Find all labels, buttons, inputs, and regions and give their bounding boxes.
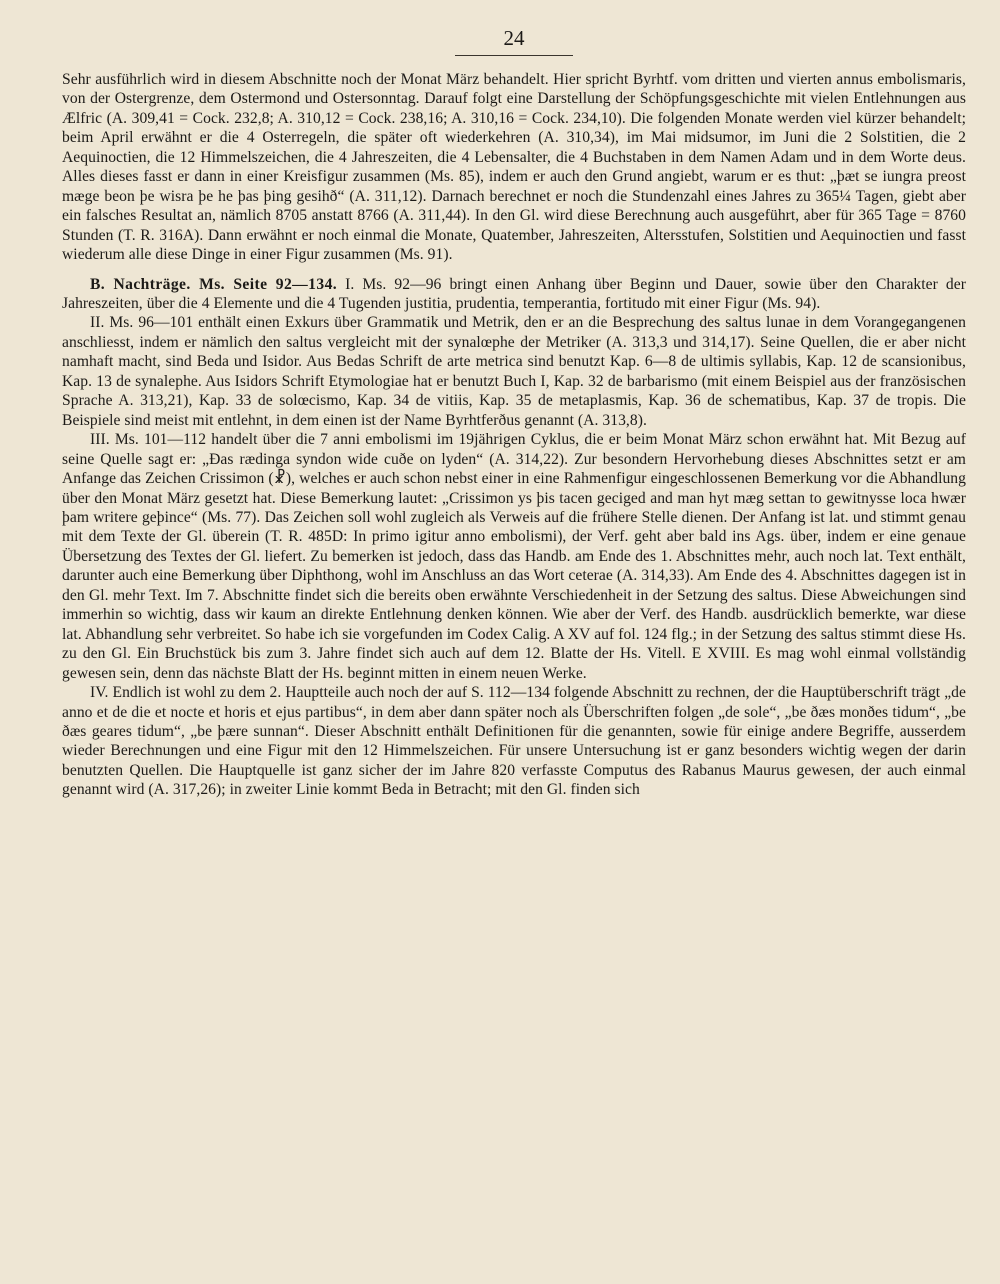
paragraph-nachtraege-i	[62, 275, 966, 314]
section-heading: B. Nachträge. Ms. Seite 92—134.	[90, 275, 338, 293]
paragraph-march: Sehr ausführlich wird in diesem Abschnitte noch der Monat März behandelt. Hier spricht Byrhtf. vom dritten und vierten annus embolismaris, von der Ostergrenze, dem Ostermond und Ostersonntag. Darauf folgt eine Darstellung der Schöpfungsgeschichte mit vielen Entlehnungen aus Ælfric (A. 309,41 = Cock. 232,8; A. 310,12 = Cock. 238,16; A. 310,16 = Cock. 234,10). Die folgenden Monate werden viel kürzer behandelt; beim April erwähnt er die 4 Osterregeln, die später oft wiederkehren (A. 310,34), im Mai midsumor, im Juni die 2 Solstitien, die 2 Aequinoctien, die 12 Himmelszeichen, die 4 Jahreszeiten, die 4 Lebensalter, die 4 Buchstaben in dem Namen Adam und in dem Worte deus. Alles dieses fasst er dann in einer Kreisfigur zusammen (Ms. 85), indem er auch den Grund angiebt, warum er es thut: „þæt se iungra preost mæge beon þe wisra þe he þas þing gesihð“ (A. 311,12). Darnach berechnet er noch die Stundenzahl eines Jahres zu 365¼ Tagen, giebt aber ein falsches Resultat an, nämlich 8705 anstatt 8766 (A. 311,44). In den Gl. wird diese Berechnung auch ausgeführt, aber für 365 Tage = 8760 Stunden (T. R. 316A). Dann erwähnt er noch einmal die Monate, Quatember, Jahreszeiten, Altersstufen, Solstitien und Aequinoctien und fasst wiederum alle diese Dinge in einer Figur zusammen (Ms. 91).	[62, 71, 966, 264]
body-text	[62, 70, 966, 800]
page-number: 24	[503, 26, 525, 50]
paragraph-embolismi: III. Ms. 101—112 handelt über die 7 anni embolismi im 19jährigen Cyklus, die er beim Monat März schon erwähnt hat. Mit Bezug auf seine Quelle sagt er: „Ðas rædinga syndon wide cuðe on lyden“ (A. 314,22). Zur besondern Hervorhebung dieses Abschnittes setzt er am Anfange das Zeichen Crissimon (☧), welches er auch schon nebst einer in eine Rahmenfigur eingeschlossenen Bemerkung vor die Abhandlung über den Monat März gesetzt hat. Diese Bemerkung lautet: „Crissimon ys þis tacen geciged and man hyt mæg settan to gewitnysse loca hwær þam writere geþince“ (Ms. 77). Das Zeichen soll wohl zugleich als Verweis auf die frühere Stelle dienen. Der Anfang ist lat. und stimmt genau mit dem Texte der Gl. überein (T. R. 485D: In primo igitur anno embolismi), der Verf. geht aber bald ins Ags. über, indem er eine genaue Übersetzung des Textes der Gl. liefert. Zu bemerken ist jedoch, dass das Handb. am Ende des 1. Abschnittes mehr, auch noch lat. Text enthält, darunter auch eine Bemerkung über Diphthong, wohl im Anschluss an das Wort ceterae (A. 314,33). Am Ende des 4. Abschnittes dagegen ist in den Gl. mehr Text. Im 7. Abschnitte findet sich die bereits oben erwähnte Verschiedenheit in der Setzung des saltus. Diese Abweichungen sind immerhin so wichtig, dass wir kaum an direkte Entlehnung denken können. Wie aber der Verf. des Handb. ausdrücklich bemerkte, war diese lat. Abhandlung sehr verbreitet. So habe ich sie vorgefunden im Codex Calig. A XV auf fol. 124 flg.; in der Setzung des saltus stimmt diese Hs. zu den Gl. Ein Bruchstück bis zum 3. Jahre findet sich auch auf dem 12. Blatte der Hs. Vitell. E XVIII. Es mag wohl einmal vollständig gewesen sein, denn das nächste Blatt der Hs. beginnt mitten in einem neuen Werke.	[62, 431, 966, 682]
header-rule	[455, 55, 573, 56]
paragraph-de-anno: IV. Endlich ist wohl zu dem 2. Hauptteile auch noch der auf S. 112—134 folgende Abschnitt zu rechnen, der die Hauptüberschrift trägt „de anno et de die et nocte et horis et ejus partibus“, in dem aber dann später noch als Überschriften folgen „de sole“, „be ðæs monðes tidum“, „be ðæs geares tidum“, „be þære sunnan“. Dieser Abschnitt enthält Definitionen für die genannten, sowie für einige andere Begriffe, ausserdem wieder Berechnungen und eine Figur mit den 12 Himmelszeichen. Für unsere Untersuchung ist er ganz besonders wichtig wegen der darin benutzten Quellen. Die Hauptquelle ist ganz sicher der im Jahre 820 verfasste Computus des Rabanus Maurus gewesen, der auch einmal genannt wird (A. 317,26); in zweiter Linie kommt Beda in Betracht; mit den Gl. finden sich	[62, 684, 966, 799]
paragraph-grammatik: II. Ms. 96—101 enthält einen Exkurs über Grammatik und Metrik, den er an die Besprechung des saltus lunae in dem Vorangegangenen anschliesst, indem er nämlich den saltus vergleicht mit der synalœphe der Metriker (A. 313,3 und 314,17). Seine Quellen, die er aber nicht namhaft macht, sind Beda und Isidor. Aus Bedas Schrift de arte metrica sind benutzt Kap. 6—8 de ultimis syllabis, Kap. 12 de scansionibus, Kap. 13 de synalephe. Aus Isidors Schrift Etymologiae hat er benutzt Buch I, Kap. 32 de barbarismo (mit einem Beispiel aus der französischen Sprache A. 313,21), Kap. 33 de solœcismo, Kap. 34 de vitiis, Kap. 35 de metaplasmis, Kap. 36 de schematibus, Kap. 37 de tropis. Die Beispiele sind meist mit entlehnt, in dem einen ist der Name Byrhtferðus genannt (A. 313,8).	[62, 314, 966, 429]
paragraph-nachtraege-i-text: I. Ms. 92—96 bringt einen Anhang über Beginn und Dauer, sowie über den Charakter der Jahreszeiten, über die 4 Elemente und die 4 Tugenden justitia, prudentia, temperantia, fortitudo mit einer Figur (Ms. 94).	[62, 275, 966, 312]
